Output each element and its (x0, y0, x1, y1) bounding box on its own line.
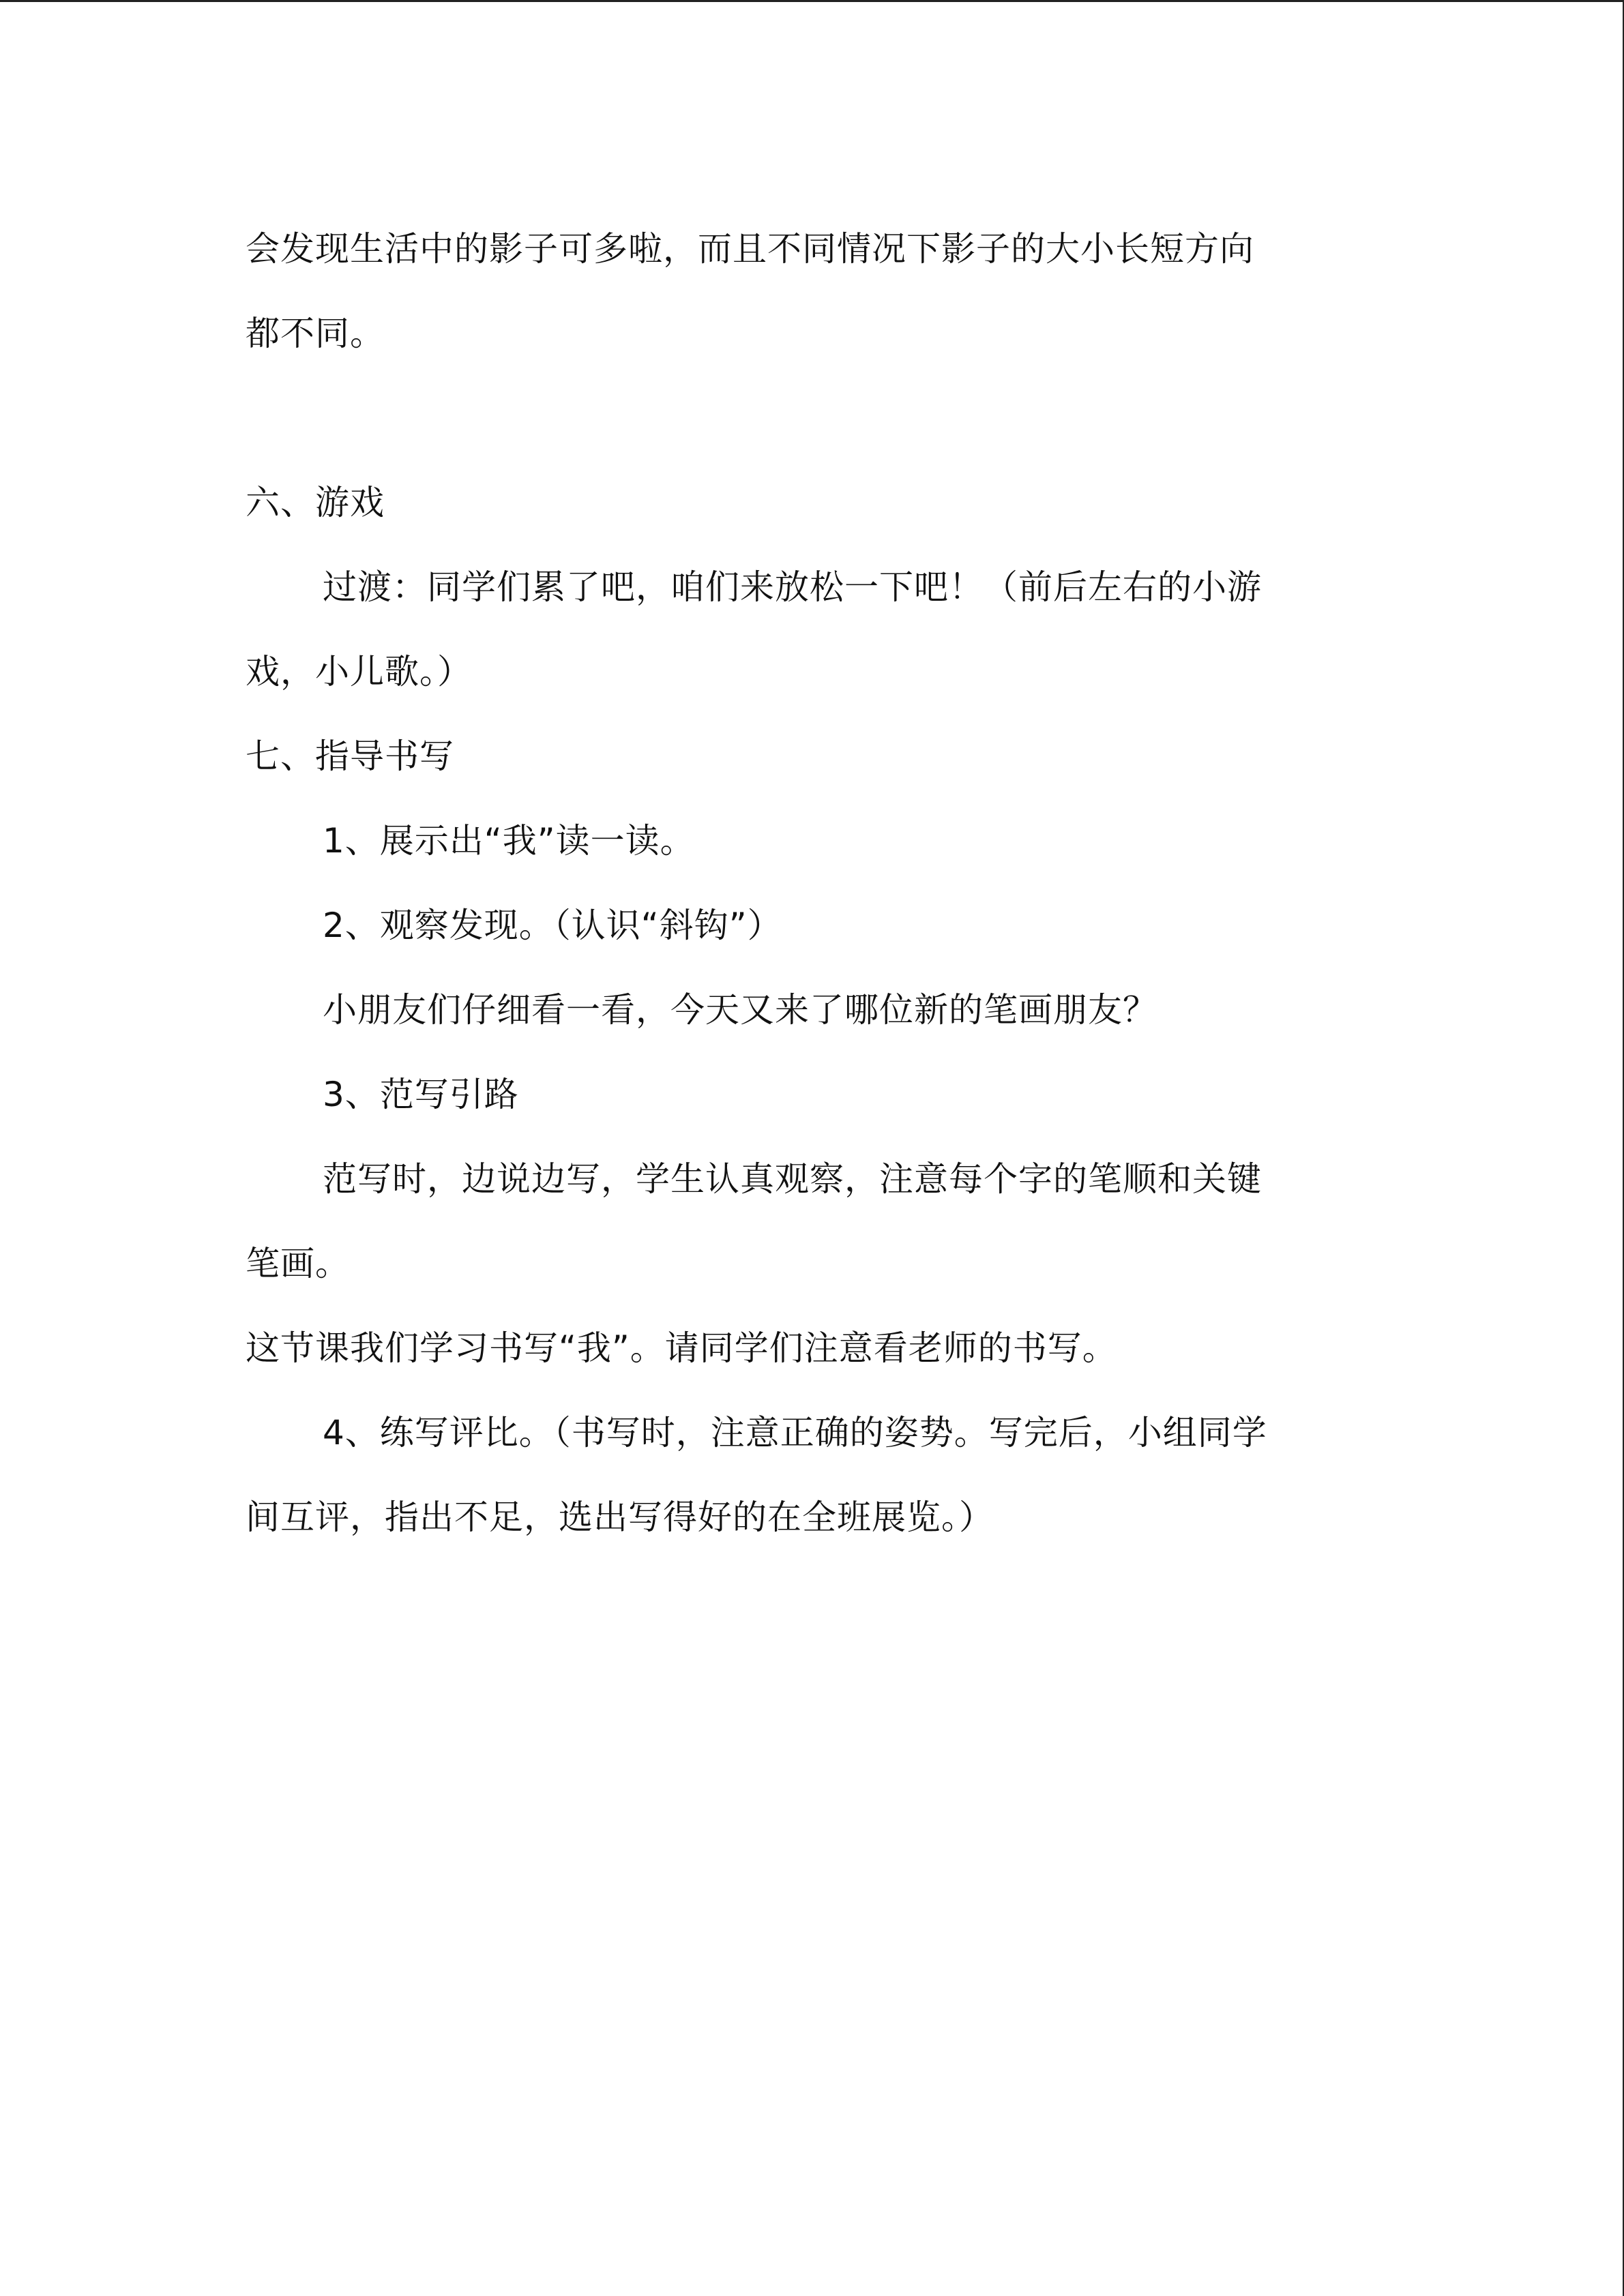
paragraph-line: 过渡：同学们累了吧，咱们来放松一下吧！（前后左右的小游 (323, 567, 1262, 607)
paragraph-line: 这节课我们学习书写“我”。请同学们注意看老师的书写。 (246, 1328, 1117, 1368)
step-item: 4、练写评比。（书写时，注意正确的姿势。写完后，小组同学 (323, 1413, 1267, 1452)
step-item: 3、范写引路 (323, 1075, 519, 1114)
paragraph-line: 间互评，指出不足，选出写得好的在全班展览。） (246, 1497, 994, 1537)
paragraph-line: 范写时，边说边写，学生认真观察，注意每个字的笔顺和关键 (323, 1159, 1262, 1199)
section-heading-game: 六、游戏 (246, 483, 385, 522)
section-heading-writing: 七、指导书写 (246, 736, 454, 776)
step-item: 1、展示出“我”读一读。 (323, 821, 695, 861)
paragraph-line: 笔画。 (246, 1244, 350, 1283)
paragraph-spacer (246, 376, 1364, 460)
step-item: 2、观察发现。（认识“斜钩”） (323, 906, 782, 945)
document-body (246, 207, 1364, 1560)
paragraph-line: 会发现生活中的影子可多啦，而且不同情况下影子的大小长短方向 (246, 229, 1254, 269)
paragraph-line: 都不同。 (246, 314, 385, 353)
paragraph-line: 戏，小儿歌。） (246, 652, 472, 691)
paragraph-line: 小朋友们仔细看一看，今天又来了哪位新的笔画朋友？ (323, 990, 1157, 1030)
